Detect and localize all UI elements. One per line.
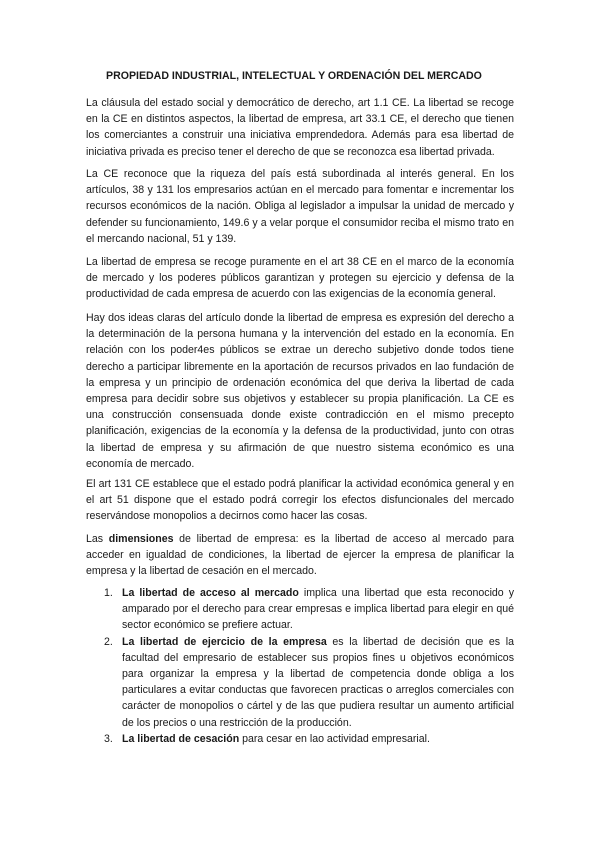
list-item-text: para cesar en lao actividad empresarial. bbox=[239, 732, 430, 745]
list-item-heading: La libertad de cesación bbox=[122, 732, 240, 745]
list-number: 1. bbox=[104, 587, 113, 599]
dimensiones-lead: Las bbox=[86, 533, 109, 545]
paragraph-art-131: El art 131 CE establece que el estado podrá planificar la actividad económica general y en el art 51 dispone que el estado podrá corregir los efectos disfuncionales del mercado reservándose monopolios a decirnos como hacer las cosas. bbox=[86, 478, 514, 523]
list-item-text: es la libertad de decisión que es la facultad del empresario de establecer sus propios fines u objetivos económicos para organizar la empresa y la libertad de competencia donde obliga a los particulares a evitar conductas que favorecen practicas o arreglos comerciales con carácter de monopolios o cártel y de las que pudiera resultar un aumento artificial de los precios o una restricción de la producción. bbox=[122, 635, 514, 729]
paragraph-dos-ideas: Hay dos ideas claras del artículo donde la libertad de empresa es expresión del derecho a la determinación de la persona humana y la intervención del estado en la economía. En relación con los poder4es públicos se extrae un derecho subjetivo donde todos tiene derecho a participar libremente en la aportación de recursos privados en lao fundación de la empresa y un principio de ordenación económica del que deriva la libertad de cada empresa para decidir sobre sus objetivos y establecer su propia planificación. La CE es una construcción consensuada donde existe contradicción en el mismo precepto planificación, exigencias de la economía y la defensa de la productividad, junto con otras la libertad de empresa y su afirmación de que nuestro sistema económico es una economía de mercado. bbox=[86, 312, 514, 470]
document-title: PROPIEDAD INDUSTRIAL, INTELECTUAL Y ORDENACIÓN DEL MERCADO bbox=[106, 70, 482, 82]
dimensiones-list bbox=[104, 585, 514, 747]
paragraph-clausula: La cláusula del estado social y democrático de derecho, art 1.1 CE. La libertad se recoge en la CE en distintos aspectos, la libertad de empresa, art 33.1 CE, el derecho que tienen los comerciantes a construir una iniciativa emprendedora. Además para esa libertad de iniciativa privada es preciso tener el derecho de que se reconozca esa libertad privada. bbox=[86, 97, 514, 158]
list-number: 2. bbox=[104, 635, 113, 648]
list-item bbox=[104, 634, 514, 731]
paragraph-libertad-empresa: La libertad de empresa se recoge puramente en el art 38 CE en el marco de la economía de mercado y los poderes públicos garantizan y protegen su ejercicio y defensa de la productividad de cada empresa de acuerdo con las exigencias de la economía general. bbox=[86, 256, 514, 301]
paragraph-dimensiones bbox=[86, 531, 514, 580]
list-number: 3. bbox=[104, 732, 113, 745]
dimensiones-text: de libertad de empresa: es la libertad de acceso al mercado para acceder en igualdad de condiciones, la libertad de ejercer la empresa de planificar la empresa y la libertad de cesación en el mercado. bbox=[86, 533, 514, 578]
list-item bbox=[104, 585, 514, 634]
list-item bbox=[104, 731, 514, 747]
paragraph-riqueza: La CE reconoce que la riqueza del país está subordinada al interés general. En los artículos, 38 y 131 los empresarios actúan en el mercado para fomentar e incrementar los recursos económicos de la nación. Obliga al legislador a impulsar la unidad de mercado y defender su funcionamiento, 149.6 y a velar porque el consumidor reciba el mismo trato en el mercando nacional, 51 y 139. bbox=[86, 168, 514, 245]
list-item-heading: La libertad de acceso al mercado bbox=[122, 587, 299, 599]
list-item-text: implica una libertad que esta reconocido y amparado por el derecho para crear empresas e implica libertad para elegir en qué sector económico se prefiere actuar. bbox=[122, 587, 514, 632]
dimensiones-keyword: dimensiones bbox=[108, 533, 174, 545]
list-item-heading: La libertad de ejercicio de la empresa bbox=[122, 635, 327, 648]
